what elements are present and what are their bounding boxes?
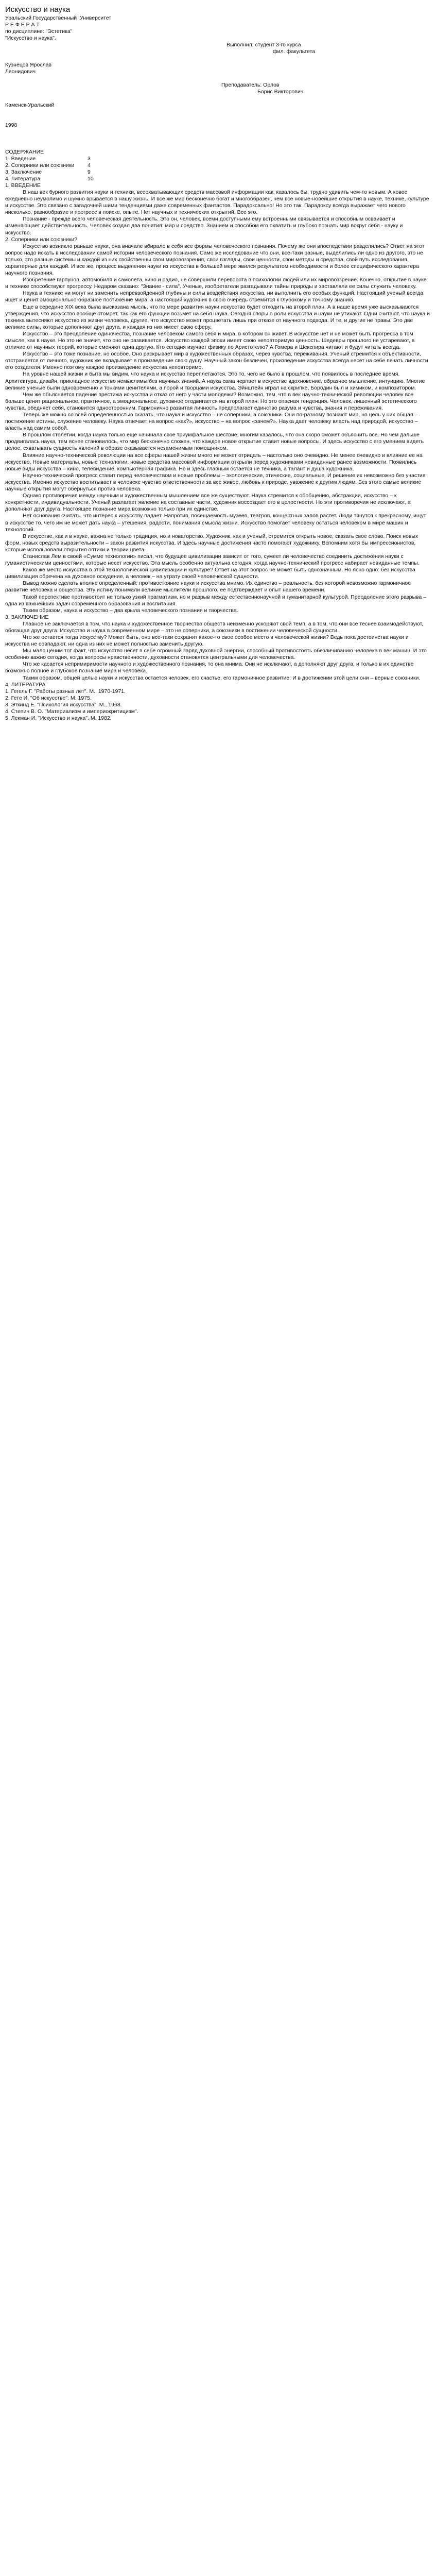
document-title: Искусство и наука [5,5,71,14]
literature-item: 3. Эткинд Е. "Психология искусства". М., 1968. [5,701,122,708]
literature-list [5,688,430,722]
toc-label: 4. Литература [5,176,41,182]
paragraph: Каков же место искусства в этой технологической цивилизации и культуре? Ответ на этот вопрос не может быть однозначным. Но ясно одно: без искусства цивилизация обречена на духовное оскудение, а человек – на утрату своей человеческой сущности. [5,567,415,580]
paragraph: Мы мало ценим тот факт, что искусство несет в себе огромный заряд духовной энергии, способный противостоять обезличиванию человека в век машин. И это особенно важно сегодня, когда вопросы нравственности, духовности становятся центральными для человечества. [5,648,427,661]
paragraph: Еще в середине XIX века была высказана мысль, что по мере развития науки искусство будет отходить на второй план. А в наше время уже высказываются утверждения, что искусство вообще отомрет, так как его функции возьмет на себя наука. Сегодня споры о роли искусства и науки не утихают. Одни считают, что наука и техника вытесняют искусство из жизни человека, другие, что искусство может процветать лишь при отказе от научного подхода. И те, и другие не правы. Это две великие силы, которые дополняют друг друга, и каждая из них имеет свою сферу. [5,303,430,330]
paragraph: Искусство – это тоже познание, но особое. Оно раскрывает мир в художественных образах, через чувства, переживания. Ученый стремится к объективности, отстраняется от личного, художник же вкладывает в произведение свою душу. Научный закон безличен, произведение искусства всегда несет на себе печать личности его создателя. Именно поэтому каждое произведение искусства неповторимо. [5,351,428,371]
paragraph: Главное не заключается в том, что наука и художественное творчество обществ неизменно ускоряют свой темп, а в том, что они все теснее взаимодействуют, обогащая друг друга. Искусство и наука в современном мире – это не соперники, а союзники в постижении человеческой сущности. [5,620,424,634]
paragraph: На уровне нашей жизни и быта мы видим, что наука и искусство переплетаются. Это то, чего не было в прошлом, что появилось в последнее время. Архитектура, дизайн, прикладное искусство немыслимы без научных знаний. А наука сама черпает в искусстве вдохновение, образное мышление, интуицию. Многие великие ученые были одновременно и тонкими ценителями, а порой и творцами искусства. Эйнштейн играл на скрипке, Бородин был и химиком, и композитором. [5,371,425,391]
toc-title: СОДЕРЖАНИЕ [5,149,44,155]
toc-row [5,176,108,182]
section-heading-conclusion: 3. ЗАКЛЮЧЕНИЕ [5,614,49,620]
toc-page: 4 [88,162,91,168]
toc-page: 3 [88,156,91,162]
literature-item: 4. Степин В. О. "Материализм и империокритицизм". [5,708,138,715]
paragraph: Наука в технике ни могут ни заменить непревзойденной глубины и силы воздействия искусства, ни выполнить его особых функций. Настоящий ученый всегда ищет и ценит эмоционально-образное постижение мира, а настоящий художник в свою очередь стремится к глубокому и точному знанию. [5,290,424,303]
intro-body [5,189,430,236]
paragraph: Что же касается непримиримости научного и художественного познания, то она мнима. Они не исключают, а дополняют друг друга, и только в их единстве возможно полное и глубокое познание мира и человека. [5,661,414,674]
paragraph: Чем же объясняется падение престижа искусства и отказ от него у части молодежи? Возможно, тем, что в век научно-технической революции человек все больше ценит рациональное, практичное, а эмоциональное, духовное отодвигается на второй план. Но это опасная тенденция. Человек, лишенный эстетического чувства, обедняет себя, становится односторонним. Гармонично развитая личность предполагает единство разума и чувства, знания и переживания. [5,391,417,411]
paragraph: Научно-технический прогресс ставит перед человечеством и новые проблемы – экологические, этические, социальные. И решение их невозможно без участия искусства. Именно искусство воспитывает в человеке чувство ответственности за все живое, любовь к природе, уважение к другим людям. Без этого самые великие научные открытия могут обернуться против человека. [5,472,426,493]
year-line: 1998 [5,122,18,128]
performed-by: Выполнил: студент 3-го курса [226,42,301,48]
toc-page: 10 [88,176,94,182]
paragraph: Таким образом, общей целью науки и искусства остается человек, его счастье, его гармоничное развитие. И в достижении этой цели они – верные союзники. [23,674,421,681]
paragraph: Изобретение гарпунов, автомобиля и самолета, кино и радио, не совершили переворота в психологии людей или их мировоззрение. Конечно, открытие в науке и технике способствуют прогрессу. Недаром сказано: "Знание - сила". Ученые, изобретатели разгадывали тайны природы и заставляли ее силы служить человеку. [5,277,427,290]
paragraph: Теперь же можно со всей определенностью сказать, что наука и искусство – не соперники, а союзники. Они по-разному познают мир, но цель у них общая – постижение истины, служение человеку. Наука отвечает на вопрос «как?», искусство – на вопрос «зачем?». Наука дает человеку власть над природой, искусство – власть над самим собой. [5,412,418,432]
toc-label: 3. Заключение [5,169,42,175]
paragraph: Таким образом, наука и искусство – два крыла человеческого познания и творчества. [23,607,238,614]
literature-item: 2. Гете И. "Об искусстве". М. 1975. [5,694,92,701]
paragraph: Влияние научно-технической революции на все сферы нашей жизни много не может отрицать – настолько оно очевидно. Не менее очевидно и влияние ее на искусство. Новые материалы, новые технологии, новые средства массовой информации открыли перед художниками невиданные ранее возможности. Появились новые виды искусства – кино, телевидение, компьютерная графика. Но и здесь главным остается не техника, а талант и душа художника. [5,452,423,472]
document-page [0,0,436,742]
paragraph: В искусстве, как и в науке, важна не только традиция, но и новаторство. Художник, как и ученый, стремится открыть новое, сказать свое слово. Поиск новых форм, новых средств выразительности – закон развития искусства. И здесь научные достижения часто помогают художнику. Вспомним хотя бы импрессионистов, которые использовали открытия оптики и теории цвета. [5,533,418,553]
paragraph: Искусство – это преодоление одиночества, познание человеком самого себя и мира, в котором он живет. В искусстве нет и не может быть прогресса в том смысле, как в науке. Но это не значит, что оно не развивается. Искусство каждой эпохи имеет свою неповторимую ценность. Шедевры прошлого не устаревают, в отличие от научных теорий, которые сменяют одна другую. Кто сегодня изучает физику по Аристотелю? А Гомера и Шекспира читают и будут читать всегда. [5,330,415,351]
toc-label: 1. Введение [5,156,36,162]
paragraph: Познание - прежде всего человеческая деятельность. Это он, человек, всеми доступными ему встроенными связывается и способным осваивает и изменяющает действительность. Человек создал два понятия: мир и средство. Знанием и способом его охватить и глубоко познать мир вокруг себя - науку и искусство. [5,216,403,236]
paragraph: Нет основания считать, что интерес к искусству падает. Напротив, посещаемость музеев, театров, концертных залов растет. Люди тянутся к прекрасному, ищут в искусстве то, чего им не может дать наука – утешения, радости, понимания смысла жизни. Искусство помогает человеку остаться человеком в мире машин и технологий. [5,513,426,533]
conclusion-body [5,621,430,682]
faculty-line: фил. факультета [273,48,316,55]
toc-row [5,169,108,176]
rivals-body [5,243,430,614]
discipline-line: по дисциплине: "Эстетика" [5,28,73,35]
place-line: Каменск-Уральский [5,102,55,108]
table-of-contents [5,149,430,182]
paragraph: Искусство возникло раньше науки, она вначале вбирало в себя все формы человеческого познания. Почему же они впоследствии разделились? Ответ на этот вопрос надо искать в исследовании самой истории человеческого познания. Само же исследование что они, все-таки разные, выделились ли одно из другого, это не только, это разные системы и каждой из них свойственны свои мировоззрения, свои взгляды, свои ценности, свои методы и средства, свой путь исследования, характерные для каждой. И все же, процесс выделения науки из искусства в большей мере явился результатом необходимости и более специфического характера научного познания. [5,243,425,277]
toc-page: 9 [88,169,91,175]
literature-item: 5. Лекман И. "Искусство и наука". М. 1982. [5,715,112,721]
section-heading-intro: 1. ВВЕДЕНИЕ [5,182,41,189]
paragraph: Такой перспективе противостоит не только узкий прагматизм, но и разрыв между естественнонаучной и гуманитарной культурой. Преодоление этого разрыва – одна из важнейших задач современного образования и воспитания. [5,594,427,607]
university-name: Уральский Государственный Университет [5,15,112,21]
toc-label: 2. Соперники или союзники [5,162,75,168]
teacher-label: Преподаватель: Орлов [221,82,280,88]
section-heading-rivals: 2. Соперники или союзники? [5,236,78,243]
student-name: Кузнецов Ярослав Леонидович [5,62,52,75]
paragraph: Станислав Лем в своей «Сумме технологии» писал, что будущее цивилизации зависит от того, сумеет ли человечество соединить достижения науки с гуманистическими ценностями, которые несет искусство. Эта мысль особенно актуальна сегодня, когда научно-технический прогресс набирает невиданные темпы. [5,553,420,567]
section-heading-literature: 4. ЛИТЕРАТУРА [5,681,46,688]
paragraph: В прошлом столетии, когда наука только еще начинала свое триумфальное шествие, многим казалось, что она скоро сможет объяснить все. Но чем дальше продвигалась наука, тем яснее становилось, что мир бесконечно сложен, что каждое новое открытие ставит новые вопросы. И здесь искусство с его умением видеть целое, схватывать сущность явлений в образе оказывается незаменимым помощником. [5,432,424,452]
toc-row [5,162,108,169]
paragraph: В наш век бурного развития науки и техники, всеохватывающих средств массовой информации как, казалось бы, трудно удивить чем-то новым. А ковое ежедневно неумолимо и шумно врывается в нашу жизнь. И все же мир бесконечно богат и многообразен, чем все новые-новейшие открытия в науке, технике, культуре и искусстве. Это связано с загадочней шими тенденциями даже современных фантастов. Парадоксально! Но это так. Парадоксу всегда выражает чего нового нисколько, разнообразие и прогресс в поиске, опыте. Нет научных и технических открытий. Все это. [5,189,429,216]
paragraph: Что же остается тогда искусству? Может быть, оно все-таки сохранит какое-то свое особое место в человеческой жизни? Ведь пока достоинства науки и искусства не совпадают, ни одна из них не может полностью заменить другую. [5,634,409,648]
topic-line: "Искусство и наука". [5,35,56,41]
literature-item: 1. Гегель Г. "Работы разных лет". М., 1970-1971. [5,688,126,694]
teacher-name: Борис Викторович [257,89,304,95]
paragraph: Вывод можно сделать вполне определенный: противостояние науки и искусства мнимо. Их единство – реальность, без которой невозможно гармоничное развитие человека и общества. Эту истину понимали великие мыслители прошлого, ее подтверждает и опыт нашего времени. [5,580,411,594]
doc-type: Р Е Ф Е Р А Т [5,22,40,28]
paragraph: Однако противоречия между научным и художественным мышлением все же существуют. Наука стремится к обобщению, абстракции, искусство – к конкретности, индивидуальности. Ученый разлагает явление на составные части, художник воссоздает его в целостности. Но эти противоречия не исключают, а дополняют друг друга. Настоящее познание мира возможно только при их единстве. [5,493,411,513]
toc-row [5,156,108,162]
